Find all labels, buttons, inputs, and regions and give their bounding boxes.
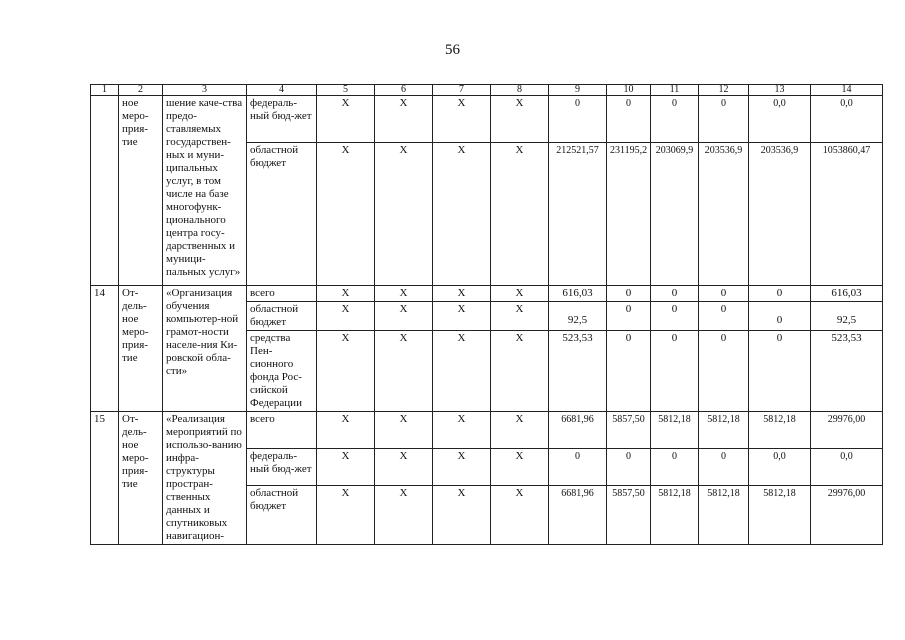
table-row <box>91 412 883 449</box>
cell: X <box>317 286 375 302</box>
cell: 5812,18 <box>699 486 749 545</box>
cell: 29976,00 <box>811 412 883 449</box>
cell: X <box>433 96 491 143</box>
cell-value: 92,5 <box>836 314 857 326</box>
funding-source: областной бюджет <box>247 486 317 545</box>
cell: 0,0 <box>811 96 883 143</box>
col-num: 10 <box>607 85 651 96</box>
cell: 0 <box>651 302 699 331</box>
cell: 0 <box>549 96 607 143</box>
col-num: 1 <box>91 85 119 96</box>
cell: 1053860,47 <box>811 143 883 286</box>
cell: 212521,57 <box>549 143 607 286</box>
page-number: 56 <box>445 42 460 58</box>
col-num: 11 <box>651 85 699 96</box>
cell: 0 <box>607 96 651 143</box>
table-row <box>91 96 883 143</box>
cell: 616,03 <box>549 286 607 302</box>
cell <box>549 302 607 331</box>
cell: X <box>375 449 433 486</box>
cell: X <box>433 302 491 331</box>
cell: X <box>491 449 549 486</box>
cell: X <box>317 331 375 412</box>
funding-source: средства Пен-сионного фонда Рос-сийской Федерации <box>247 331 317 412</box>
cell: 5812,18 <box>651 412 699 449</box>
cell: X <box>317 486 375 545</box>
column-number-row <box>91 85 883 96</box>
cell: X <box>375 331 433 412</box>
cell: 6681,96 <box>549 486 607 545</box>
cell: 5857,50 <box>607 412 651 449</box>
cell: 0,0 <box>749 96 811 143</box>
funding-source: областной бюджет <box>247 143 317 286</box>
cell: 0 <box>549 449 607 486</box>
funding-source: всего <box>247 412 317 449</box>
col-num: 12 <box>699 85 749 96</box>
cell: X <box>491 412 549 449</box>
cell: 0 <box>607 302 651 331</box>
row-type: От-дель-ное меро-прия-тие <box>119 286 163 412</box>
cell: 0 <box>651 286 699 302</box>
cell: 0 <box>699 449 749 486</box>
cell: X <box>433 286 491 302</box>
col-num: 8 <box>491 85 549 96</box>
col-num: 5 <box>317 85 375 96</box>
cell: 0 <box>749 331 811 412</box>
funding-source: федераль-ный бюд-жет <box>247 449 317 486</box>
col-num: 6 <box>375 85 433 96</box>
col-num: 3 <box>163 85 247 96</box>
cell: X <box>491 331 549 412</box>
cell: X <box>375 143 433 286</box>
row-name: шение каче-ства предо-ставляемых государствен-ных и муни-ципальных услуг, в том числе на базе многофунк-ционального центра госу-дарственных и муници-пальных услуг» <box>163 96 247 286</box>
cell: X <box>317 302 375 331</box>
cell: X <box>375 286 433 302</box>
cell: 0 <box>699 302 749 331</box>
cell: 5857,50 <box>607 486 651 545</box>
cell: 0 <box>749 286 811 302</box>
budget-table <box>90 84 883 545</box>
table-row <box>91 286 883 302</box>
cell: 5812,18 <box>749 486 811 545</box>
cell: X <box>317 449 375 486</box>
col-num: 14 <box>811 85 883 96</box>
cell: X <box>433 412 491 449</box>
row-type: От-дель-ное меро-прия-тие <box>119 412 163 545</box>
cell: 0 <box>607 331 651 412</box>
cell: 616,03 <box>811 286 883 302</box>
cell: X <box>491 486 549 545</box>
cell: 0 <box>651 96 699 143</box>
cell: 6681,96 <box>549 412 607 449</box>
funding-source: областной бюджет <box>247 302 317 331</box>
cell: X <box>375 486 433 545</box>
col-num: 9 <box>549 85 607 96</box>
cell: X <box>317 96 375 143</box>
row-number: 15 <box>91 412 119 545</box>
row-number <box>91 96 119 286</box>
cell <box>749 302 811 331</box>
cell: 5812,18 <box>749 412 811 449</box>
cell: 523,53 <box>811 331 883 412</box>
cell: X <box>375 96 433 143</box>
row-name: «Организация обучения компьютер-ной грамот-ности населе-ния Ки-ровской обла-сти» <box>163 286 247 412</box>
cell-value: 92,5 <box>567 314 588 326</box>
funding-source: всего <box>247 286 317 302</box>
cell: 231195,2 <box>607 143 651 286</box>
cell: 0 <box>699 331 749 412</box>
cell: 523,53 <box>549 331 607 412</box>
row-type: ное меро-прия-тие <box>119 96 163 286</box>
cell: X <box>317 143 375 286</box>
cell: 5812,18 <box>699 412 749 449</box>
cell: 0 <box>699 286 749 302</box>
cell: X <box>375 302 433 331</box>
cell: 29976,00 <box>811 486 883 545</box>
cell: X <box>491 96 549 143</box>
cell: X <box>433 331 491 412</box>
cell: 0 <box>651 449 699 486</box>
col-num: 13 <box>749 85 811 96</box>
col-num: 7 <box>433 85 491 96</box>
cell: 203536,9 <box>749 143 811 286</box>
cell: 0 <box>607 286 651 302</box>
cell: X <box>317 412 375 449</box>
cell: 0 <box>651 331 699 412</box>
cell: X <box>375 412 433 449</box>
cell: 0,0 <box>749 449 811 486</box>
cell: X <box>433 486 491 545</box>
row-number: 14 <box>91 286 119 412</box>
col-num: 2 <box>119 85 163 96</box>
cell: X <box>491 143 549 286</box>
cell: 0 <box>699 96 749 143</box>
row-name: «Реализация мероприятий по использо-ванию инфра-структуры простран-ственных данных и спутниковых навигацион- <box>163 412 247 545</box>
cell: X <box>491 302 549 331</box>
cell-value: 0 <box>776 314 783 326</box>
cell: X <box>491 286 549 302</box>
cell <box>811 302 883 331</box>
cell: 203536,9 <box>699 143 749 286</box>
funding-source: федераль-ный бюд-жет <box>247 96 317 143</box>
cell: X <box>433 449 491 486</box>
cell: 0 <box>607 449 651 486</box>
cell: X <box>433 143 491 286</box>
col-num: 4 <box>247 85 317 96</box>
cell: 5812,18 <box>651 486 699 545</box>
cell: 0,0 <box>811 449 883 486</box>
cell: 203069,9 <box>651 143 699 286</box>
